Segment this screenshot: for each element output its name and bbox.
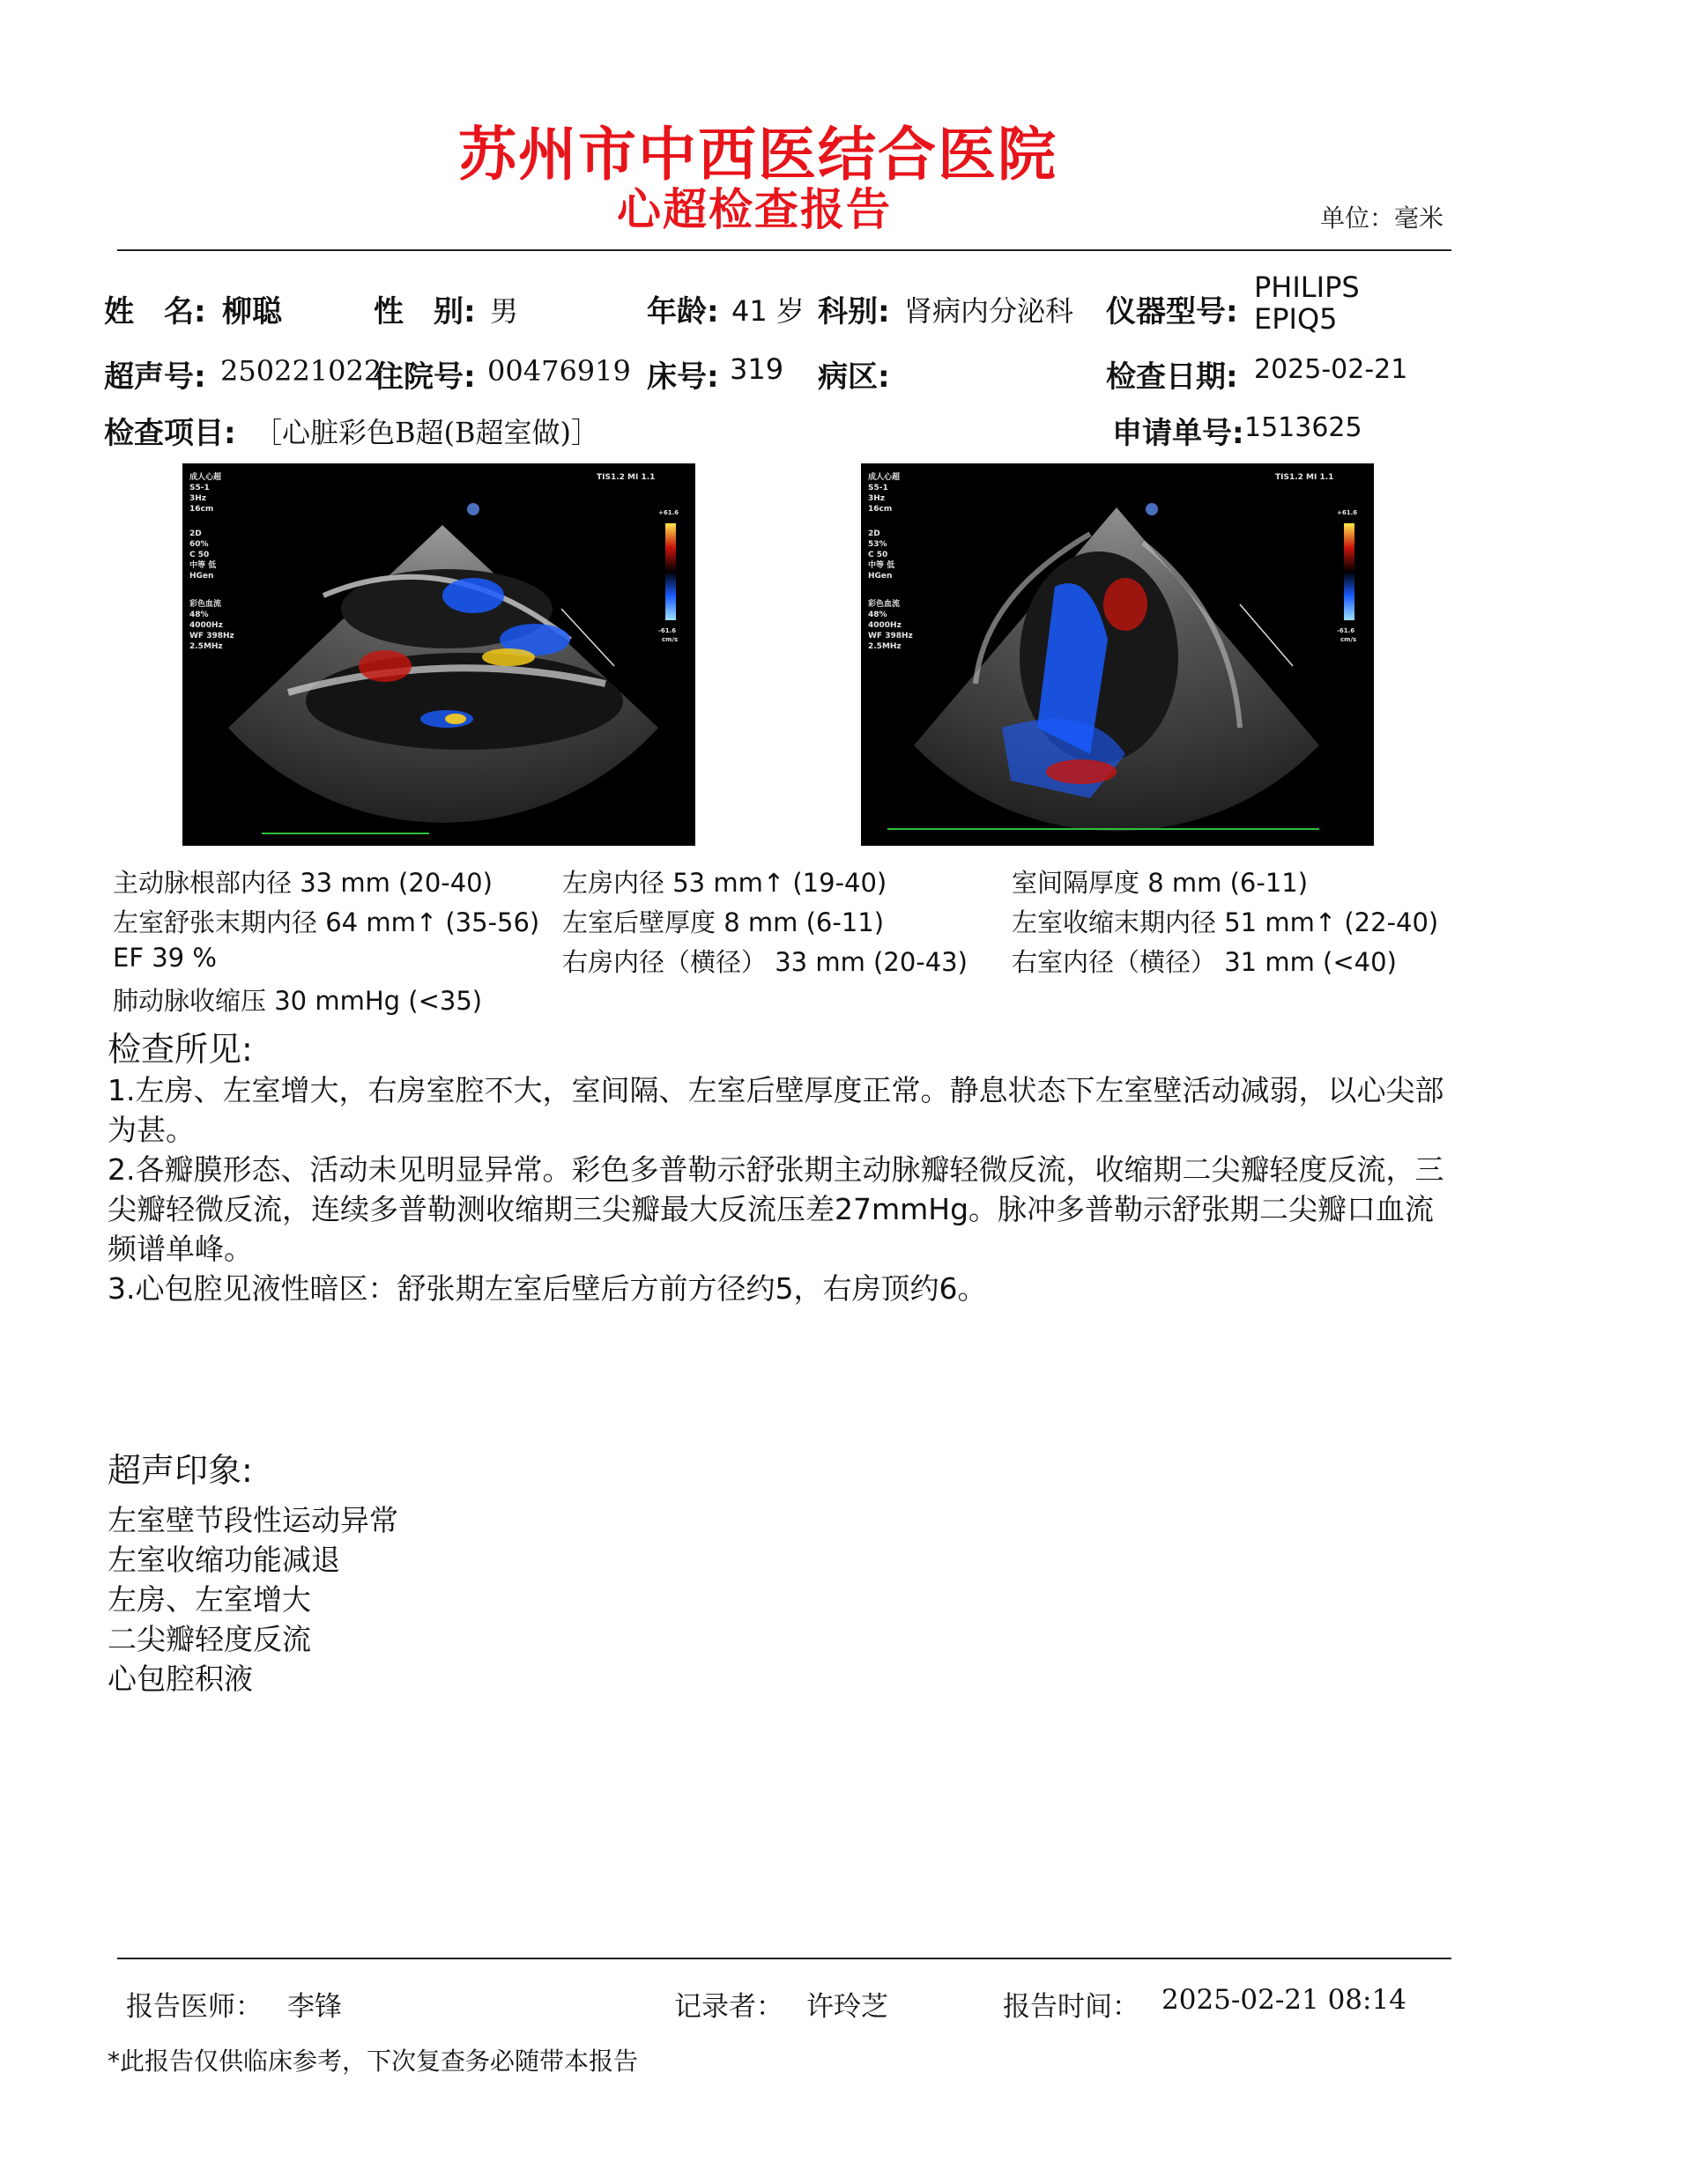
overlay-left-14: 2.5MHz	[189, 642, 223, 651]
overlay-right-7: C 50	[868, 551, 888, 559]
measure-lvedd: 左室舒张末期内径 64 mm↑ (35-56)	[113, 907, 540, 937]
svg-text:成人心超	[868, 471, 900, 482]
measure-ivs: 室间隔厚度 8 mm (6-11)	[1012, 868, 1309, 898]
svg-text:TIS1.2 MI 1.1	[597, 473, 655, 482]
overlay-right-6: 53%	[868, 540, 887, 549]
svg-text:2D	[189, 529, 202, 538]
probe-marker-left	[467, 503, 479, 515]
overlay-left-10: 彩色血流	[189, 600, 222, 609]
impression-title: 超声印象:	[108, 1451, 253, 1490]
svg-text:2.5MHz	[189, 642, 223, 651]
overlay-right-tis: TIS1.2 MI 1.1	[1275, 473, 1334, 482]
svg-text:彩色血流	[189, 598, 221, 609]
svg-text:48%	[189, 611, 209, 619]
overlay-right-8: 中等 低	[868, 561, 895, 570]
measure-aortic-root: 主动脉根部内径 33 mm (20-40)	[113, 868, 493, 898]
svg-text:S5-1	[189, 484, 210, 492]
overlay-right-2: S5-1	[868, 484, 888, 492]
overlay-left-tis: TIS1.2 MI 1.1	[597, 473, 656, 482]
impression-item: 左房、左室增大	[108, 1582, 311, 1617]
measure-lvesd: 左室收缩末期内径 51 mm↑ (22-40)	[1012, 907, 1439, 937]
svg-text:S5-1	[868, 484, 888, 492]
inpatient-no: 00476919	[487, 354, 631, 388]
exam-date-label: 检查日期:	[1106, 359, 1238, 395]
overlay-left-11: 48%	[189, 611, 209, 619]
us-no-label: 超声号:	[104, 359, 206, 395]
measure-pasp: 肺动脉收缩压 30 mmHg (<35)	[113, 986, 483, 1016]
svg-text:WF 398Hz	[189, 632, 234, 640]
scale-left-bottom: -61.6	[658, 627, 677, 634]
doppler-red-left	[359, 650, 412, 682]
measure-ef: EF 39 %	[113, 943, 217, 973]
device-label: 仪器型号:	[1106, 294, 1238, 329]
measure-lvpw: 左室后壁厚度 8 mm (6-11)	[562, 907, 885, 937]
svg-text:cm/s	[662, 636, 678, 643]
impression-item: 左室收缩功能减退	[108, 1543, 340, 1577]
svg-text:HGen	[868, 572, 892, 581]
svg-text:2.5MHz	[868, 642, 902, 651]
svg-text:53%	[868, 540, 887, 549]
svg-text:C 50	[868, 551, 887, 559]
impression-item: 心包腔积液	[108, 1662, 253, 1696]
svg-text:WF 398Hz	[868, 632, 913, 640]
svg-text:2D	[868, 529, 880, 538]
impression-item: 二尖瓣轻度反流	[108, 1622, 311, 1656]
svg-text:60%	[189, 540, 209, 549]
patient-name: 柳聪	[222, 294, 282, 329]
overlay-left-13: WF 398Hz	[189, 632, 234, 640]
request-label: 申请单号:	[1112, 416, 1244, 451]
patient-sex: 男	[490, 294, 519, 328]
impression-item: 左室壁节段性运动异常	[108, 1503, 398, 1537]
svg-text:中等 低	[189, 559, 217, 570]
header-divider	[117, 249, 1451, 251]
report-title: 心超检查报告	[617, 183, 892, 235]
name-label: 姓 名:	[104, 294, 206, 329]
us-no: 250221022	[220, 354, 382, 388]
sex-label: 性 别:	[374, 294, 476, 329]
color-scale-left	[665, 523, 676, 620]
overlay-right-4: 16cm	[868, 505, 893, 514]
svg-text:3Hz	[868, 494, 885, 503]
overlay-right-12: 4000Hz	[868, 621, 902, 630]
doctor-name: 李锋	[287, 1991, 342, 2023]
request-no: 1513625	[1244, 412, 1362, 443]
svg-text:中等 低	[868, 559, 895, 570]
svg-text:TIS1.2 MI 1.1	[1275, 473, 1333, 482]
svg-text:4000Hz	[868, 621, 902, 630]
measure-rv: 右室内径（横径） 31 mm (<40)	[1012, 947, 1397, 977]
ultrasound-image-left	[182, 463, 695, 846]
device-model-line1: PHILIPS	[1254, 270, 1360, 304]
svg-text:彩色血流	[868, 598, 900, 609]
impression-list	[108, 1500, 813, 1699]
overlay-right-9: HGen	[868, 572, 893, 581]
doppler-red-right	[1103, 578, 1147, 631]
overlay-right-11: 48%	[868, 611, 887, 619]
patient-dept: 肾病内分泌科	[904, 294, 1074, 328]
ultrasound-image-right	[861, 463, 1374, 846]
svg-text:4000Hz	[189, 621, 223, 630]
footer-divider	[117, 1958, 1451, 1959]
device-model	[1254, 271, 1360, 335]
measure-ra: 右房内径（横径） 33 mm (20-43)	[562, 947, 968, 977]
probe-marker-right	[1146, 503, 1158, 515]
svg-text:48%	[868, 611, 887, 619]
ultrasound-svg-left	[182, 463, 695, 846]
overlay-right-5: 2D	[868, 529, 880, 538]
svg-text:HGen	[189, 572, 213, 581]
measure-la: 左房内径 53 mm↑ (19-40)	[562, 868, 887, 898]
bed-label: 床号:	[647, 359, 719, 395]
overlay-right-14: 2.5MHz	[868, 642, 902, 651]
scale-right-bottom: -61.6	[1337, 627, 1355, 634]
findings-paragraph-2: 2.各瓣膜形态、活动未见明显异常。彩色多普勒示舒张期主动脉瓣轻微反流，收缩期二尖瓣轻度反流，三尖瓣轻微反流，连续多普勒测收缩期三尖瓣最大反流压差27mmHg。脉冲多普勒示舒张期二尖瓣口血流频谱单峰。	[108, 1152, 1444, 1266]
overlay-left-6: 60%	[189, 540, 209, 549]
overlay-left-8: 中等 低	[189, 561, 217, 570]
recorder-name: 许玲芝	[806, 1991, 888, 2023]
scale-left-unit: cm/s	[662, 636, 679, 643]
overlay-right-1: 成人心超	[868, 473, 901, 482]
overlay-left-5: 2D	[189, 529, 202, 538]
svg-text:C 50	[189, 551, 209, 559]
doctor-label: 报告医师：	[126, 1991, 263, 2023]
svg-text:cm/s	[1340, 636, 1356, 643]
patient-age: 41 岁	[731, 294, 805, 328]
overlay-left-3: 3Hz	[189, 494, 207, 503]
overlay-right-3: 3Hz	[868, 494, 886, 503]
overlay-left-7: C 50	[189, 551, 210, 559]
exam-item-label: 检查项目:	[104, 416, 236, 451]
dept-label: 科别:	[818, 294, 890, 329]
findings-title: 检查所见:	[108, 1030, 253, 1069]
svg-text:16cm	[189, 505, 213, 514]
scale-left-top: +61.6	[658, 509, 679, 516]
doppler-blue-left	[442, 578, 504, 613]
exam-date: 2025-02-21	[1254, 354, 1408, 385]
overlay-left-9: HGen	[189, 572, 214, 581]
svg-text:16cm	[868, 505, 892, 514]
age-label: 年龄:	[647, 294, 719, 329]
hospital-name: 苏州市中西医结合医院	[458, 120, 1058, 189]
color-scale-right	[1344, 523, 1354, 620]
overlay-left-4: 16cm	[189, 505, 214, 514]
exam-item: ［心脏彩色B超(B超室做)］	[254, 416, 600, 449]
report-time-label: 报告时间：	[1003, 1991, 1139, 2023]
svg-text:+61.6	[658, 509, 679, 516]
svg-text:-61.6	[1337, 627, 1354, 634]
inpatient-label: 住院号:	[374, 359, 476, 395]
overlay-left-12: 4000Hz	[189, 621, 223, 630]
findings-paragraph-3: 3.心包腔见液性暗区：舒张期左室后壁后方前方径约5，右房顶约6。	[108, 1271, 987, 1306]
findings-paragraph-1: 1.左房、左室增大，右房室腔不大，室间隔、左室后壁厚度正常。静息状态下左室壁活动减弱，以心尖部为甚。	[108, 1073, 1444, 1147]
overlay-left-1: 成人心超	[189, 473, 222, 482]
disclaimer-note: *此报告仅供临床参考，下次复查务必随带本报告	[108, 2047, 639, 2076]
scale-right-unit: cm/s	[1340, 636, 1357, 643]
ultrasound-svg-right	[861, 463, 1374, 846]
device-model-line2: EPIQ5	[1254, 302, 1338, 336]
svg-text:成人心超	[189, 471, 221, 482]
svg-text:-61.6	[658, 627, 676, 634]
svg-text:+61.6	[1337, 509, 1357, 516]
overlay-right-10: 彩色血流	[868, 600, 901, 609]
report-time: 2025-02-21 08:14	[1161, 1984, 1406, 2016]
findings-body	[108, 1070, 1447, 1308]
svg-text:3Hz	[189, 494, 206, 503]
bed-no: 319	[730, 352, 784, 386]
overlay-left-2: S5-1	[189, 484, 210, 492]
unit-label: 单位：毫米	[1320, 204, 1444, 233]
scale-right-top: +61.6	[1337, 509, 1358, 516]
ward-label: 病区:	[818, 359, 890, 395]
recorder-label: 记录者：	[674, 1991, 783, 2023]
overlay-right-13: WF 398Hz	[868, 632, 913, 640]
